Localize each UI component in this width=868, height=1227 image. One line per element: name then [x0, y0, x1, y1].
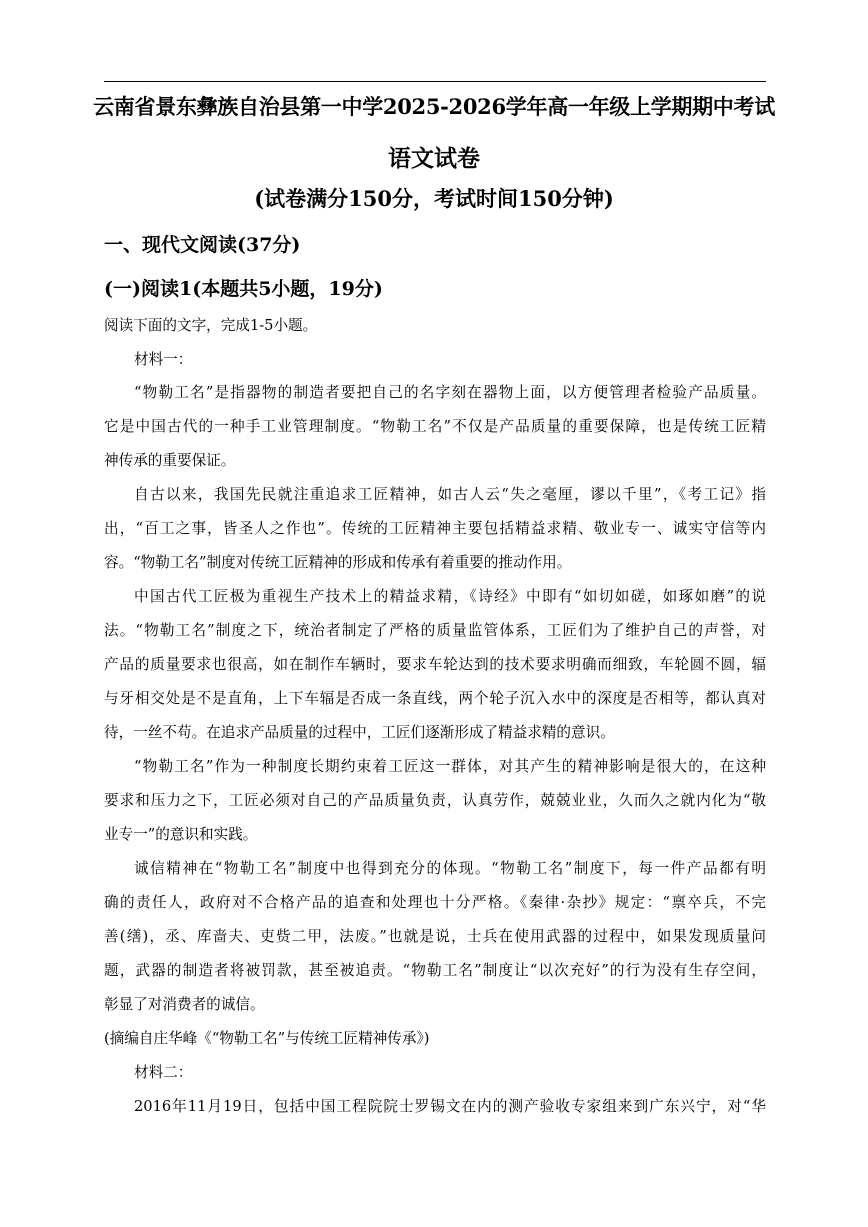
paragraph-line: 它是中国古代的一种手工业管理制度。“物勒工名”不仅是产品质量的重要保障，也是传统工匠精	[104, 418, 766, 435]
material-one-source: (摘编自庄华峰《“物勒工名”与传统工匠精神传承》)	[104, 1030, 430, 1047]
paragraph-line: 神传承的重要保证。	[104, 452, 236, 469]
header-rule	[104, 81, 766, 82]
reading-instruction: 阅读下面的文字，完成1-5小题。	[104, 317, 318, 334]
paragraph-line: 题，武器的制造者将被罚款，甚至被追责。“物勒工名”制度让“以次充好”的行为没有生存空间，	[104, 962, 766, 979]
section-subheading: (一)阅读1(本题共5小题，19分)	[104, 278, 383, 300]
paragraph-line: 出，“百工之事，皆圣人之作也”。传统的工匠精神主要包括精益求精、敬业专一、诚实守信等内	[104, 520, 766, 537]
material-two-label: 材料二：	[134, 1064, 193, 1081]
paper-title: 语文试卷	[388, 145, 480, 172]
paragraph-line: 2016年11月19日，包括中国工程院院士罗锡文在内的测产验收专家组来到广东兴宁，对“华	[134, 1098, 766, 1115]
paragraph-line: 中国古代工匠极为重视生产技术上的精益求精，《诗经》中即有“如切如磋，如琢如磨”的说	[134, 588, 766, 605]
paragraph-line: 容。“物勒工名”制度对传统工匠精神的形成和传承有着重要的推动作用。	[104, 554, 572, 571]
paragraph-line: 善(缮)，丞、库啬夫、吏赀二甲，法废。”也就是说，士兵在使用武器的过程中，如果发现质量问	[104, 928, 766, 945]
paragraph-line: 待，一丝不苟。在追求产品质量的过程中，工匠们逐渐形成了精益求精的意识。	[104, 724, 615, 741]
exam-subtitle: (试卷满分150分，考试时间150分钟)	[254, 186, 614, 211]
paragraph-line: 与牙相交处是不是直角，上下车辐是否成一条直线，两个轮子沉入水中的深度是否相等，都认真对	[104, 690, 766, 707]
paragraph-line: “物勒工名”作为一种制度长期约束着工匠这一群体，对其产生的精神影响是很大的，在这种	[134, 758, 766, 775]
paragraph-line: 确的责任人，政府对不合格产品的追查和处理也十分严格。《秦律·杂抄》规定：“禀卒兵，不完	[104, 894, 766, 911]
material-one-label: 材料一：	[134, 351, 193, 368]
paragraph-line: 业专一”的意识和实践。	[104, 826, 258, 843]
paragraph-line: 彰显了对消费者的诚信。	[104, 996, 265, 1013]
school-title: 云南省景东彝族自治县第一中学2025-2026学年高一年级上学期期中考试	[93, 94, 775, 119]
paragraph-line: “物勒工名”是指器物的制造者要把自己的名字刻在器物上面，以方便管理者检验产品质量。	[134, 384, 766, 401]
paragraph-line: 自古以来，我国先民就注重追求工匠精神，如古人云“失之毫厘，谬以千里”，《考工记》指	[134, 486, 766, 503]
section-heading: 一、现代文阅读(37分)	[104, 234, 301, 256]
paragraph-line: 法。“物勒工名”制度之下，统治者制定了严格的质量监管体系，工匠们为了维护自己的声誉，对	[104, 622, 766, 639]
paragraph-line: 诚信精神在“物勒工名”制度中也得到充分的体现。“物勒工名”制度下，每一件产品都有明	[134, 860, 766, 877]
paragraph-line: 产品的质量要求也很高，如在制作车辆时，要求车轮达到的技术要求明确而细致，车轮圆不圆，辐	[104, 656, 766, 673]
paragraph-line: 要求和压力之下，工匠必须对自己的产品质量负责，认真劳作，兢兢业业，久而久之就内化为“敬	[104, 792, 766, 809]
